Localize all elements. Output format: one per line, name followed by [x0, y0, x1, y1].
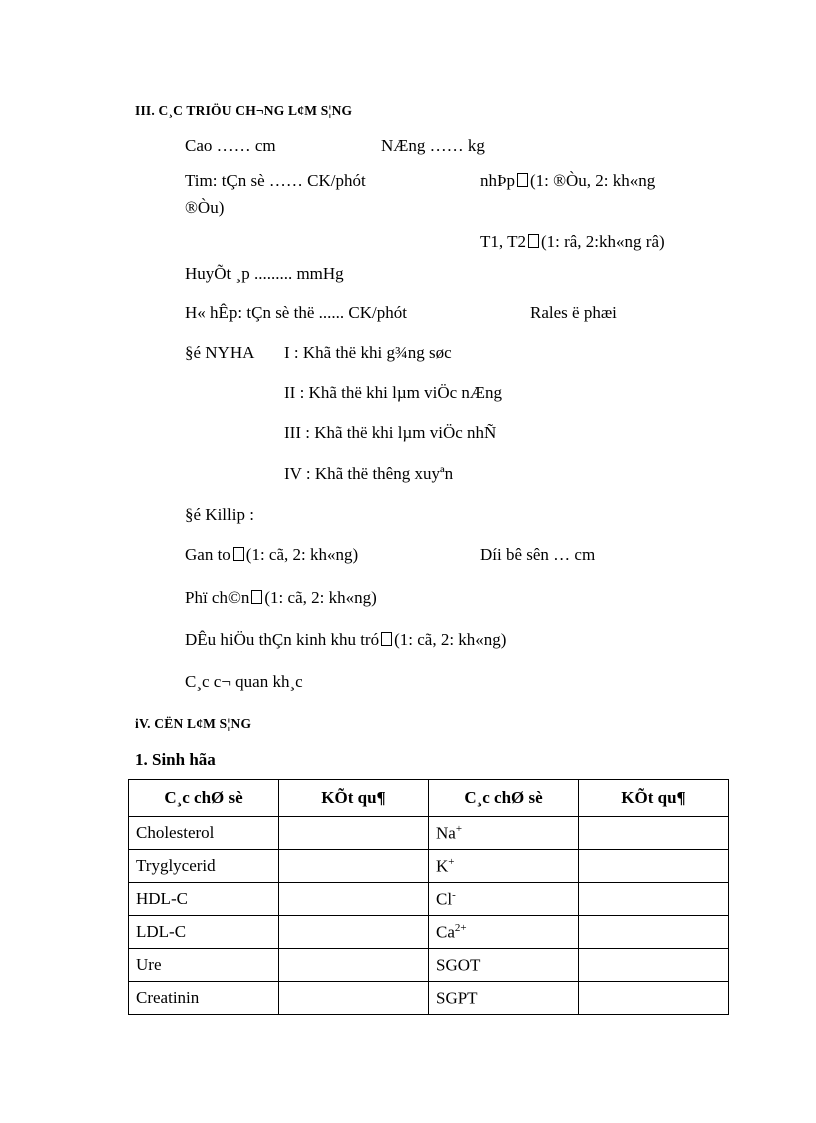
other-organs-field: C¸c c¬ quan kh¸c [185, 672, 303, 691]
nyha-class-4: IV : Khã thë thêng xuyªn [284, 464, 454, 483]
index-cell: K+ [429, 850, 579, 883]
result-cell[interactable] [579, 916, 729, 949]
result-cell[interactable] [279, 949, 429, 982]
liver-field [185, 546, 358, 563]
rhythm-label: nhÞp [480, 171, 515, 190]
killip-field: §é Killip : [185, 505, 254, 524]
edema-checkbox[interactable] [251, 590, 262, 604]
rhythm-field [480, 172, 655, 189]
t1t2-options: (1: râ, 2:kh«ng râ) [540, 232, 665, 251]
heart-rate-field: Tim: tÇn sè …… CK/phót [185, 171, 366, 190]
neuro-sign-label: DÊu hiÖu thÇn kinh khu tró [185, 630, 380, 649]
section-3-heading: III. C¸C TRIÖU CH¬NG L¢M S¦NG [135, 103, 353, 118]
result-cell[interactable] [579, 949, 729, 982]
index-cell: Cholesterol [129, 817, 279, 850]
respiration-field: H« hÊp: tÇn sè thë ...... CK/phót [185, 303, 407, 322]
result-cell[interactable] [579, 850, 729, 883]
result-cell[interactable] [279, 817, 429, 850]
edema-field [185, 589, 377, 606]
height-field: Cao …… cm [185, 136, 276, 155]
index-cell: HDL-C [129, 883, 279, 916]
result-cell[interactable] [279, 916, 429, 949]
index-cell: $Ca^{2+}$ [429, 916, 579, 949]
t1t2-field [480, 233, 665, 250]
index-cell: SGPT [429, 982, 579, 1015]
neuro-sign-options: (1: cã, 2: kh«ng) [394, 630, 507, 649]
result-cell[interactable] [579, 817, 729, 850]
rhythm-checkbox[interactable] [517, 173, 528, 187]
blood-pressure-field: HuyÕt ¸p ......... mmHg [185, 264, 344, 283]
edema-options: (1: cã, 2: kh«ng) [264, 588, 377, 607]
table-header-row [129, 780, 729, 817]
result-cell[interactable] [579, 982, 729, 1015]
index-cell: Ure [129, 949, 279, 982]
index-cell: Tryglycerid [129, 850, 279, 883]
table-row [129, 916, 729, 949]
neuro-sign-field [185, 631, 506, 648]
nyha-label: §é NYHA [185, 343, 255, 362]
t1t2-checkbox[interactable] [528, 234, 539, 248]
t1t2-label: T1, T2 [480, 232, 526, 251]
weight-field: NÆng …… kg [381, 136, 485, 155]
rales-field: Rales ë phæi [530, 303, 617, 322]
index-cell: Cl- [429, 883, 579, 916]
section-4-heading: iV. CËN L¢M S¦NG [135, 716, 252, 731]
neuro-sign-checkbox[interactable] [381, 632, 392, 646]
below-rib-field: Díi bê sên … cm [480, 545, 596, 564]
nyha-class-3: III : Khã thë khi lµm viÖc nhÑ [284, 423, 497, 442]
index-cell: SGOT [429, 949, 579, 982]
header-result-left: KÕt qu¶ [279, 780, 429, 817]
rhythm-options-cont: ®Òu) [185, 198, 225, 217]
biochemistry-table [128, 779, 729, 1015]
edema-label: Phï ch©n [185, 588, 250, 607]
index-cell: Na+ [429, 817, 579, 850]
result-cell[interactable] [279, 883, 429, 916]
biochemistry-heading: 1. Sinh hãa [135, 750, 216, 769]
rhythm-options: (1: ®Òu, 2: kh«ng [529, 171, 656, 190]
table-row [129, 982, 729, 1015]
index-cell: LDL-C [129, 916, 279, 949]
liver-label: Gan to [185, 545, 231, 564]
table-row [129, 817, 729, 850]
nyha-class-1: I : Khã thë khi g¾ng søc [284, 343, 452, 362]
header-result-right: KÕt qu¶ [579, 780, 729, 817]
table-row [129, 949, 729, 982]
index-cell: Creatinin [129, 982, 279, 1015]
result-cell[interactable] [279, 982, 429, 1015]
header-index-left: C¸c chØ sè [129, 780, 279, 817]
liver-checkbox[interactable] [233, 547, 244, 561]
nyha-class-2: II : Khã thë khi lµm viÖc nÆng [284, 383, 503, 402]
table-row [129, 850, 729, 883]
header-index-right: C¸c chØ sè [429, 780, 579, 817]
result-cell[interactable] [279, 850, 429, 883]
result-cell[interactable] [579, 883, 729, 916]
table-row [129, 883, 729, 916]
liver-options: (1: cã, 2: kh«ng) [245, 545, 359, 564]
